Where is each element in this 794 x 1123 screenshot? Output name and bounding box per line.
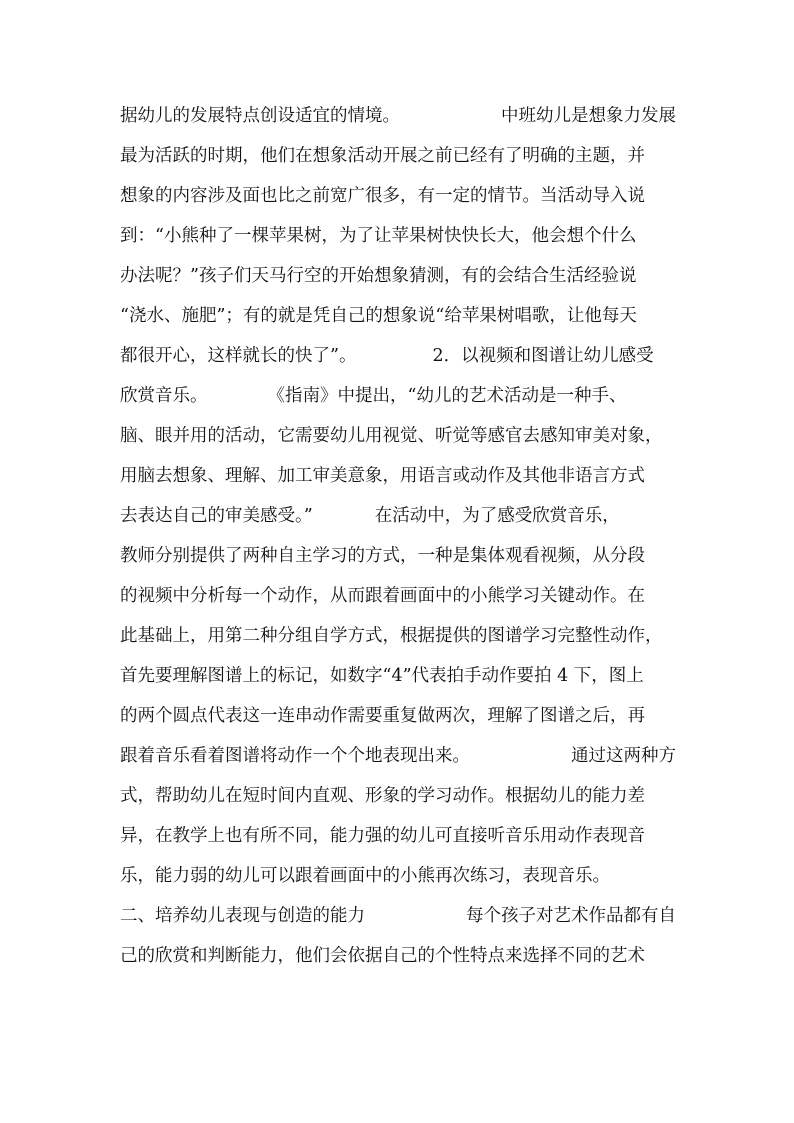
text-segment: 二、培养幼儿表现与创造的能力: [120, 906, 365, 926]
text-segment: 跟着音乐看着图谱将动作一个个地表现出来。: [120, 746, 470, 766]
text-line: [120, 176, 676, 216]
text-line: [120, 496, 676, 536]
text-segment: 教师分别提供了两种自主学习的方式，一种是集体观看视频，从分段: [120, 546, 645, 566]
text-segment: 想象的内容涉及面也比之前宽广很多，有一定的情节。当活动导入说: [120, 186, 645, 206]
text-line: [120, 776, 676, 816]
text-line: [120, 456, 676, 496]
text-segment: 用脑去想象、理解、加工审美意象，用语言或动作及其他非语言方式: [120, 466, 645, 486]
text-segment: 通过这两种方: [571, 746, 676, 766]
text-line: [120, 296, 676, 336]
text-line: [120, 136, 676, 176]
text-segment: 欣赏音乐。: [120, 386, 208, 406]
body-text: [120, 96, 676, 976]
text-line: [120, 376, 676, 416]
text-line: [120, 336, 676, 376]
text-segment: 在活动中，为了感受欣赏音乐，: [374, 506, 620, 526]
text-segment: 2．以视频和图谱让幼儿感受: [432, 346, 654, 366]
text-line: [120, 536, 676, 576]
text-segment: 据幼儿的发展特点创设适宜的情境。: [120, 106, 400, 126]
text-segment: 的视频中分析每一个动作，从而跟着画面中的小熊学习关键动作。在: [120, 586, 645, 606]
text-segment: 到：“小熊种了一棵苹果树，为了让苹果树快快长大，他会想个什么: [120, 226, 637, 246]
text-line: [120, 256, 676, 296]
text-segment: 首先要理解图谱上的标记，如数字“4”代表拍手动作要拍 4 下，图上: [120, 666, 644, 686]
text-line: [120, 696, 676, 736]
text-line: [120, 96, 676, 136]
text-line: [120, 856, 676, 896]
text-line: [120, 736, 676, 776]
text-segment: 此基础上，用第二种分组自学方式，根据提供的图谱学习完整性动作，: [120, 626, 663, 646]
text-segment: “浇水、施肥”；有的就是凭自己的想象说“给苹果树唱歌，让他每天: [120, 306, 637, 326]
text-line: [120, 896, 676, 936]
text-segment: 办法呢？”孩子们天马行空的开始想象猜测，有的会结合生活经验说: [120, 266, 637, 286]
text-segment: 乐，能力弱的幼儿可以跟着画面中的小熊再次练习，表现音乐。: [120, 866, 610, 886]
text-line: [120, 416, 676, 456]
text-line: [120, 216, 676, 256]
text-segment: 每个孩子对艺术作品都有自: [466, 906, 676, 926]
text-segment: 式，帮助幼儿在短时间内直观、形象的学习动作。根据幼儿的能力差: [120, 786, 645, 806]
text-segment: 己的欣赏和判断能力，他们会依据自己的个性特点来选择不同的艺术: [120, 946, 645, 966]
text-segment: 异，在教学上也有所不同，能力强的幼儿可直接听音乐用动作表现音: [120, 826, 645, 846]
text-segment: 《指南》中提出，“幼儿的艺术活动是一种手、: [267, 386, 627, 406]
text-line: [120, 936, 676, 976]
text-line: [120, 656, 676, 696]
text-segment: 的两个圆点代表这一连串动作需要重复做两次，理解了图谱之后，再: [120, 706, 645, 726]
text-line: [120, 576, 676, 616]
text-segment: 去表达自己的审美感受。”: [120, 506, 313, 526]
text-segment: 中班幼儿是想象力发展: [501, 106, 676, 126]
text-segment: 最为活跃的时期，他们在想象活动开展之前已经有了明确的主题，并: [120, 146, 645, 166]
text-segment: 脑、眼并用的活动，它需要幼儿用视觉、听觉等感官去感知审美对象，: [120, 426, 663, 446]
text-line: [120, 616, 676, 656]
text-segment: 都很开心，这样就长的快了”。: [120, 346, 357, 366]
text-line: [120, 816, 676, 856]
